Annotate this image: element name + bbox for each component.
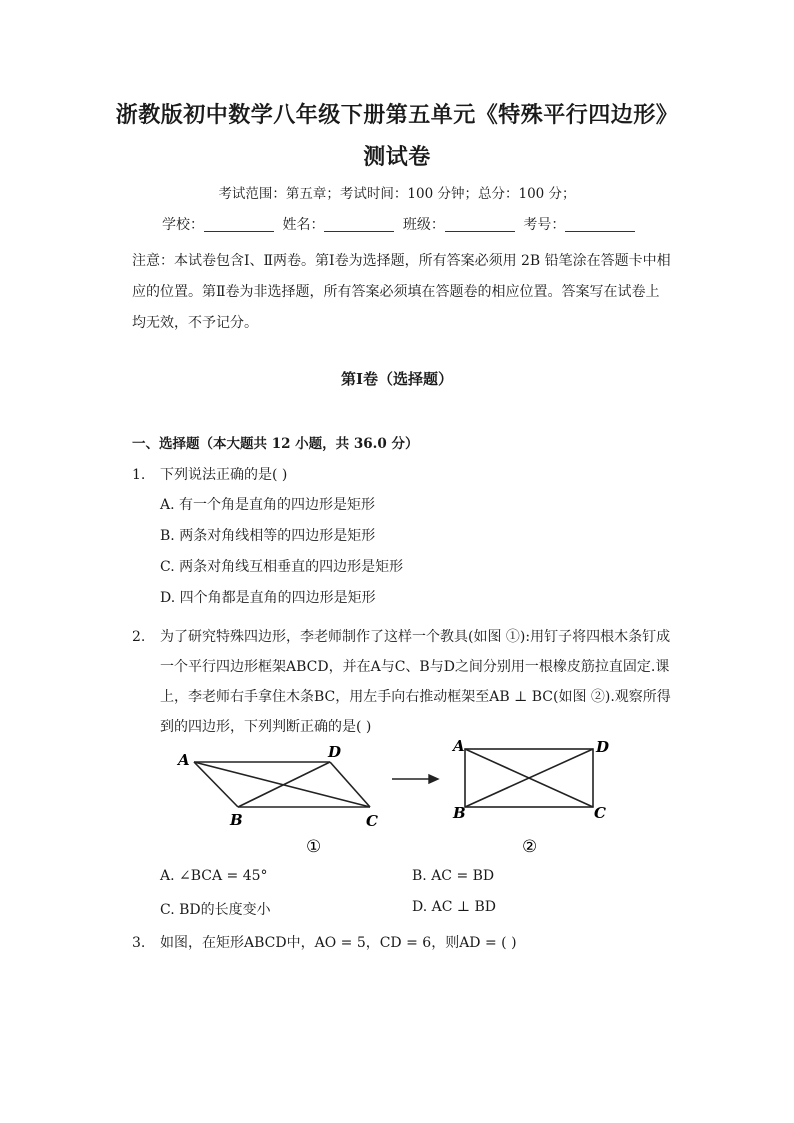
q2-option-c[interactable]: C. BD的长度变小: [160, 902, 271, 918]
q2-option-d[interactable]: D. AC ⊥ BD: [412, 899, 497, 915]
exam-info: 考试范围：第五章；考试时间：100 分钟；总分：100 分；: [218, 186, 576, 202]
rectangle-figure: [465, 749, 593, 807]
label-d-fig2: D: [596, 738, 610, 756]
label-c-fig1: C: [366, 812, 378, 830]
arrow-icon: [392, 775, 438, 783]
q1-option-c[interactable]: C. 两条对角线互相垂直的四边形是矩形: [160, 559, 404, 575]
question-number: 2.: [132, 629, 146, 645]
question-number: 1.: [132, 467, 146, 483]
school-label: 学校：: [162, 217, 204, 233]
edge-dc: [330, 762, 370, 807]
question-stem: 下列说法正确的是( ): [160, 467, 288, 483]
q2-option-b[interactable]: B. AC = BD: [412, 868, 495, 884]
school-blank[interactable]: [204, 217, 274, 232]
label-b-fig1: B: [230, 811, 243, 829]
question-stem: 如图，在矩形ABCD中，AO = 5，CD = 6，则AD = ( ): [160, 935, 517, 951]
edge-ab: [194, 762, 238, 807]
document-title-line2: 测试卷: [363, 145, 431, 170]
q2-option-a[interactable]: A. ∠BCA = 45°: [160, 868, 268, 884]
question-2: [132, 622, 672, 742]
name-blank[interactable]: [324, 217, 394, 232]
question-1: [132, 464, 287, 484]
parallelogram-figure: [194, 762, 370, 807]
question-3: [132, 932, 517, 952]
diagonal-bd: [238, 762, 330, 807]
question-stem: 为了研究特殊四边形，李老师制作了这样一个教具(如图 ①):用钉子将四根木条钉成一个平行四边形框架ABCD，并在A与C、B与D之间分别用一根橡皮筋拉直固定.课上，李老师右手拿住木条BC，用左手向右推动框架至AB ⊥ BC(如图 ②).观察所得到的四边形，下列判断正确的是( ): [160, 629, 671, 735]
label-a-fig1: A: [178, 751, 190, 769]
diagonal-ac: [194, 762, 370, 807]
q2-figure: [170, 735, 620, 860]
document-title-line1: 浙教版初中数学八年级下册第五单元《特殊平行四边形》: [115, 103, 679, 128]
label-d-fig1: D: [328, 743, 342, 761]
class-blank[interactable]: [445, 217, 515, 232]
q1-option-d[interactable]: D. 四个角都是直角的四边形是矩形: [160, 590, 376, 606]
label-c-fig2: C: [594, 804, 606, 822]
q1-option-a[interactable]: A. 有一个角是直角的四边形是矩形: [160, 497, 376, 513]
name-label: 姓名：: [282, 217, 325, 233]
number-label: 考号：: [523, 217, 566, 233]
question-number: 3.: [132, 935, 146, 951]
label-b-fig2: B: [453, 804, 466, 822]
figure-2-label: ②: [522, 837, 538, 857]
figure-1-label: ①: [306, 837, 322, 857]
student-info-fields: [162, 214, 639, 234]
number-blank[interactable]: [565, 217, 635, 232]
part-title: 第Ⅰ卷（选择题）: [340, 370, 454, 388]
notice-paragraph: 注意：本试卷包含Ⅰ、Ⅱ两卷。第Ⅰ卷为选择题，所有答案必须用 2B 铅笔涂在答题卡中相应的位置。第Ⅱ卷为非选择题，所有答案必须填在答题卷的相应位置。答案写在试卷上均无效，不予记分。: [132, 253, 671, 331]
section-title: 一、选择题（本大题共 12 小题，共 36.0 分）: [132, 436, 419, 452]
q1-option-b[interactable]: B. 两条对角线相等的四边形是矩形: [160, 528, 376, 544]
class-label: 班级：: [402, 217, 445, 233]
label-a-fig2: A: [453, 737, 465, 755]
